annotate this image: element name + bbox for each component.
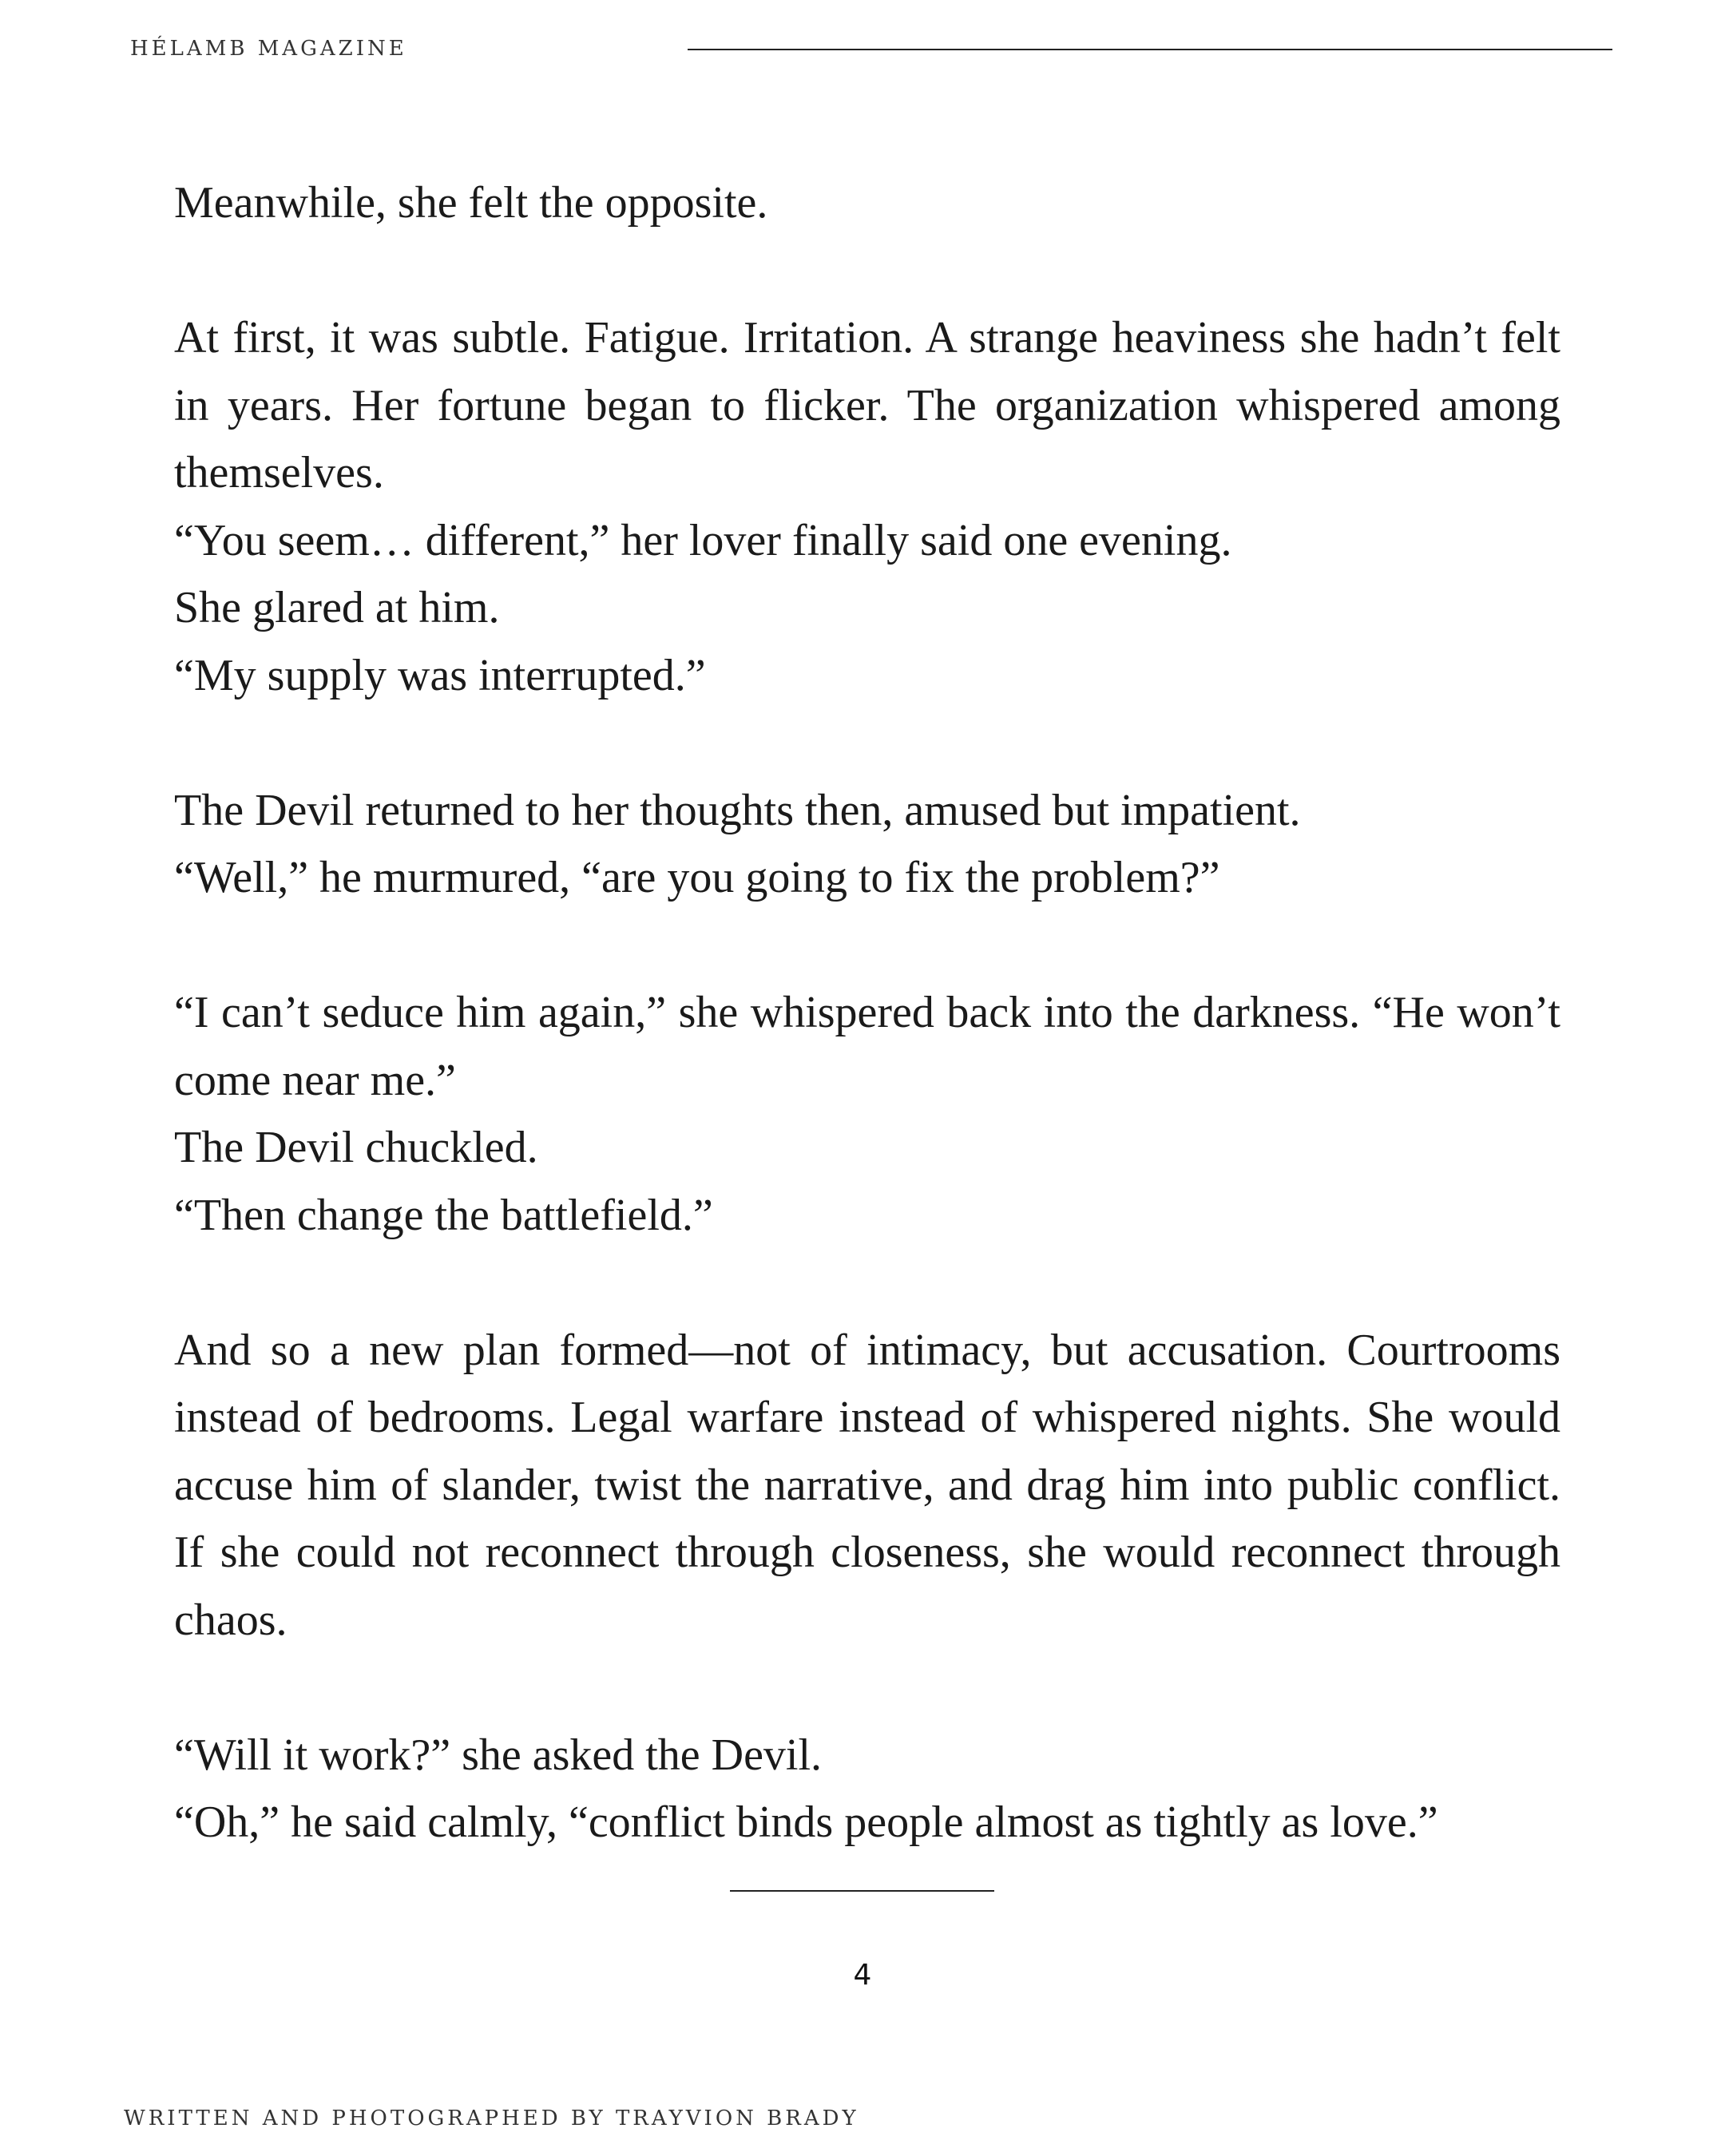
- dialogue-line: “Will it work?” she asked the Devil.: [174, 1730, 823, 1780]
- paragraph-line: She glared at him.: [174, 583, 500, 632]
- paragraph-line: At first, it was subtle. Fatigue. Irritation. A strange heaviness she hadn’t felt in years. Her fortune began to flicker. The organization whispered among themselves.: [174, 313, 1560, 497]
- paragraph-line: And so a new plan formed—not of intimacy, but accusation. Courtrooms instead of bedrooms. Legal warfare instead of whispered nights. She would accuse him of slander, twist the narrative, and drag him into public conflict. If she could not reconnect through closeness, she would reconnect through chaos.: [174, 1325, 1560, 1645]
- paragraph-line: The Devil returned to her thoughts then, amused but impatient.: [174, 785, 1301, 835]
- paragraph-line: The Devil chuckled.: [174, 1123, 538, 1172]
- dialogue-line: “You seem… different,” her lover finally said one evening.: [174, 515, 1232, 565]
- magazine-header: [130, 35, 1612, 67]
- magazine-title: HÉLAMB MAGAZINE: [130, 37, 407, 61]
- dialogue-line: “Well,” he murmured, “are you going to fix the problem?”: [174, 853, 1220, 902]
- dialogue-line: “Then change the battlefield.”: [174, 1190, 713, 1240]
- dialogue-line: “Oh,” he said calmly, “conflict binds people almost as tightly as love.”: [174, 1797, 1438, 1847]
- page-number: 4: [853, 1959, 872, 1992]
- paragraph: [174, 777, 1560, 912]
- footer-credit: WRITTEN AND PHOTOGRAPHED BY TRAYVION BRADY: [124, 2106, 859, 2130]
- paragraph: [174, 304, 1560, 709]
- paragraph: [174, 169, 1560, 237]
- paragraph-line: Meanwhile, she felt the opposite.: [174, 178, 768, 228]
- article-body: [174, 169, 1560, 1857]
- paragraph: [174, 1317, 1560, 1655]
- header-divider: [688, 49, 1612, 50]
- section-divider: [730, 1890, 994, 1892]
- dialogue-line: “I can’t seduce him again,” she whispered back into the darkness. “He won’t come near me.”: [174, 988, 1560, 1105]
- dialogue-line: “My supply was interrupted.”: [174, 650, 706, 700]
- paragraph: [174, 1722, 1560, 1857]
- paragraph: [174, 979, 1560, 1249]
